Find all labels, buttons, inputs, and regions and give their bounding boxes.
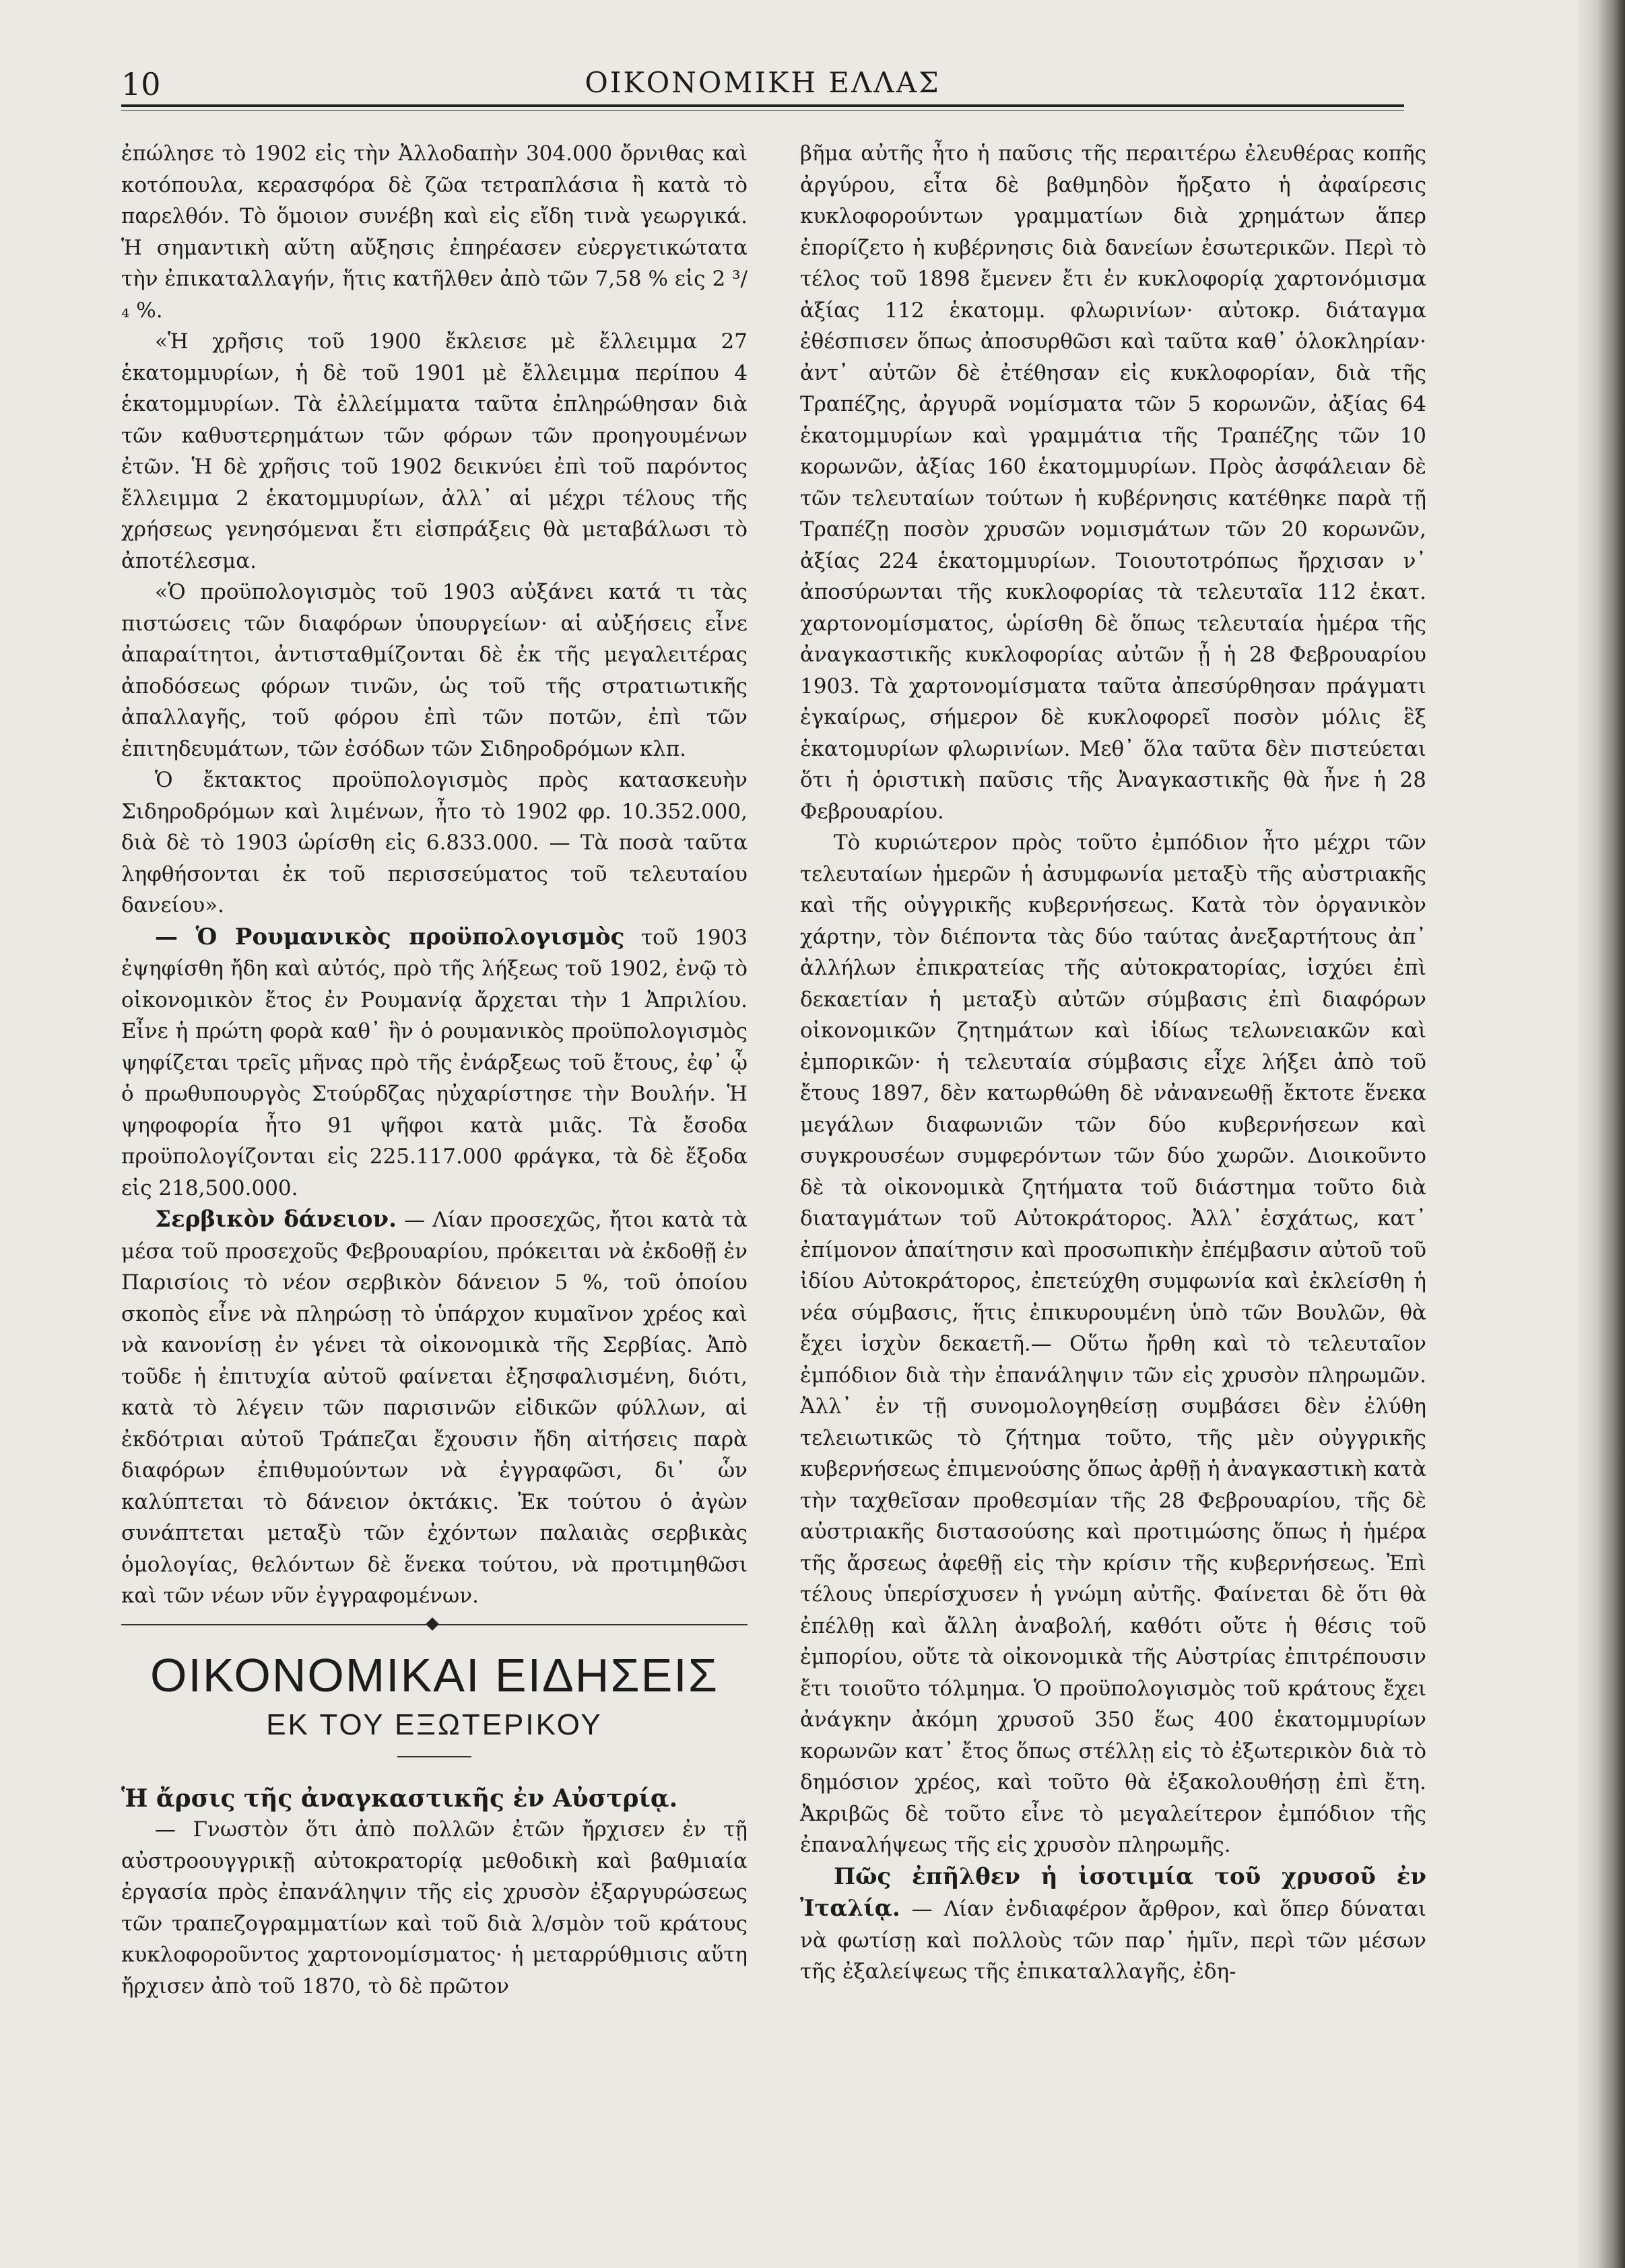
paragraph: βῆμα αὐτῆς ἦτο ἡ παῦσις τῆς περαιτέρω ἐλευθέρας κοπῆς ἀργύρου, εἶτα δὲ βαθμηδὸν ἤρξατο ἡ ἀφαίρεσις κυκλοφορούντων γραμματίων διὰ χρημάτων ἅπερ ἐπορίζετο ἡ κυβέρνησις διὰ δανείων ἐσωτερικῶν. Περὶ τὸ τέλος τοῦ 1898 ἔμενεν ἔτι ἐν κυκλοφορίᾳ χαρτονόμισμα ἀξίας 112 ἑκατομμ. φλωρινίων· αὐτοκρ. διάταγμα ἐθέσπισεν ὅπως ἀποσυρθῶσι καὶ ταῦτα καθ᾽ ὁλοκληρίαν· ἀντ᾽ αὐτῶν δὲ ἐτέθησαν εἰς κυκλοφορίαν, διὰ τῆς Τραπέζης, ἀργυρᾶ νομίσματα τῶν 5 κορωνῶν, ἀξίας 64 ἑκατομμυρίων καὶ γραμμάτια τῆς Τραπέζης τῶν 10 κορωνῶν, ἀξίας 160 ἑκατομμυρίων. Πρὸς ἀσφάλειαν δὲ τῶν τελευταίων τούτων ἡ κυβέρνησις κατέθηκε παρὰ τῇ Τραπέζῃ ποσὸν χρυσῶν νομισμάτων τῶν 20 κορωνῶν, ἀξίας 224 ἑκατομμυρίων. Τοιουτοτρόπως ἤρχισαν ν᾽ ἀποσύρωνται τῆς κυκλοφορίας τὰ τελευταῖα 112 ἑκατ. χαρτονομίσματος, ὡρίσθη δὲ ὅπως τελευταία ἡμέρα τῆς ἀναγκαστικῆς κυκλοφορίας αὐτῶν ᾖ ἡ 28 Φεβρουαρίου 1903. Τὰ χαρτονομίσματα ταῦτα ἀπεσύρθησαν πράγματι ἐγκαίρως, σήμερον δὲ κυκλοφορεῖ ποσὸν μόλις ἓξ ἑκατομυρίων φλωρινίων. Μεθ᾽ ὅλα ταῦτα δὲν πιστεύεται ὅτι ἡ ὁριστικὴ παῦσις τῆς Ἀναγκαστικῆς θὰ ἦνε ἡ 28 Φεβρουαρίου. <box>800 141 1426 824</box>
paragraph-text: — Λίαν προσεχῶς, ἤτοι κατὰ τὰ μέσα τοῦ προσεχοῦς Φεβρουαρίου, πρόκειται νὰ ἐκδοθῇ ἐν Παρισίοις τὸ νέον σερβικὸν δάνειον 5 %, τοῦ ὁποίου σκοπὸς εἶνε νὰ πληρώσῃ τὸ ὑπάρχον κυμαῖνον χρέος καὶ νὰ κανονίσῃ ἐν γένει τὰ οἰκονομικὰ τῆς Σερβίας. Ἀπὸ τοῦδε ἡ ἐπιτυχία αὐτοῦ φαίνεται ἐξησφαλισμένη, διότι, κατὰ τὸ λέγειν τῶν παρισινῶν εἰδικῶν φύλλων, αἱ ἐκδότριαι αὐτοῦ Τράπεζαι ἔχουσιν ἤδη αἰτήσεις παρὰ διαφόρων ἐπιθυμούντων νὰ ἐγγραφῶσι, δι᾽ ὧν καλύπτεται τὸ δάνειον ὀκτάκις. Ἐκ τούτου ὁ ἀγὼν συνάπτεται μεταξὺ τῶν ἐχόντων παλαιὰς σερβικὰς ὁμολογίας, θελόντων δὲ ἕνεκα τούτου, νὰ προτιμηθῶσι καὶ τῶν νέων νῦν ἐγγραφομένων. <box>121 1208 748 1608</box>
page-number: 10 <box>121 66 161 102</box>
header-rule <box>121 104 1404 107</box>
book-spine-shadow <box>1578 0 1625 2268</box>
paragraph: ἐπώλησε τὸ 1902 εἰς τὴν Ἀλλοδαπὴν 304.000 ὄρνιθας καὶ κοτόπουλα, κερασφόρα δὲ ζῶα τετραπλάσια ἢ κατὰ τὸ παρελθόν. Τὸ ὅμοιον συνέβη καὶ εἰς εἴδη τινὰ γεωργικά. Ἡ σημαντικὴ αὕτη αὔξησις ἐπηρέασεν εὐεργετικώτατα τὴν ἐπικαταλλαγήν, ἥτις κατῆλθεν ἀπὸ τῶν 7,58 % εἰς 2 ³/₄ %. <box>121 141 748 323</box>
header-rule-thin <box>121 110 1404 111</box>
paragraph <box>800 1861 1426 1988</box>
page-header <box>121 61 1404 108</box>
section-subtitle: ΕΚ ΤΟΥ ΕΞΩΤΕΡΙΚΟΥ <box>266 1708 603 1741</box>
paragraph: Ὁ ἔκτακτος προϋπολογισμὸς πρὸς κατασκευὴν Σιδηροδρόμων καὶ λιμένων, ἦτο τὸ 1902 φρ. 10.352.000, διὰ δὲ τὸ 1903 ὡρίσθη εἰς 6.833.000. — Τὰ ποσὰ ταῦτα ληφθήσονται ἐκ τοῦ περισσεύματος τοῦ τελευταίου δανείου». <box>121 768 748 917</box>
paragraph-text: — Λίαν ἐνδιαφέρον ἄρθρον, καὶ ὅπερ δύναται νὰ φωτίσῃ καὶ πολλοὺς τῶν παρ᾽ ἡμῖν, περὶ τῶν μέσων τῆς ἐξαλείψεως τῆς ἐπικαταλλαγῆς, ἐδη- <box>800 1897 1426 1984</box>
kicker-romanian-budget: — Ὁ Ρουμανικὸς προϋπολογισμὸς <box>155 923 625 950</box>
paragraph: «Ὁ προϋπολογισμὸς τοῦ 1903 αὐξάνει κατά τι τὰς πιστώσεις τῶν διαφόρων ὑπουργείων· αἱ αὐξήσεις εἶνε ἀπαραίτητοι, ἀντισταθμίζονται δὲ ἐκ τῆς μεγαλειτέρας ἀποδόσεως φόρων τινῶν, ὡς τοῦ τῆς στρατιωτικῆς ἀπαλλαγῆς, τοῦ φόρου ἐπὶ τῶν ποτῶν, ἐπὶ τῶν ἐπιτηδευμάτων, τῶν ἐσόδων τῶν Σιδηροδρόμων κλπ. <box>121 580 748 761</box>
diamond-ornament-icon <box>426 1617 439 1631</box>
paragraph: Τὸ κυριώτερον πρὸς τοῦτο ἐμπόδιον ἦτο μέχρι τῶν τελευταίων ἡμερῶν ἡ ἀσυμφωνία μεταξὺ τῆς αὐστριακῆς καὶ τῆς οὐγγρικῆς κυβερνήσεως. Κατὰ τὸν ὀργανικὸν χάρτην, τὸν διέποντα τὰς δύο ταύτας ἀνεξαρτήτους ἀπ᾽ ἀλλήλων ἐπικρατείας τῆς αὐτοκρατορίας, ἰσχύει ἐπὶ δεκαετίαν ἡ μεταξὺ αὐτῶν σύμβασις ἐπὶ διαφόρων οἰκονομικῶν ζητημάτων καὶ ἰδίως τελωνειακῶν καὶ ἐμπορικῶν· ἡ τελευταία σύμβασις εἶχε λήξει ἀπὸ τοῦ ἔτους 1897, δὲν κατωρθώθη δὲ νἀνανεωθῇ ἔκτοτε ἕνεκα μεγάλων διαφωνιῶν τῶν δύο κυβερνήσεων καὶ συγκρουσέων συμφερόντων τῶν δύο χωρῶν. Διοικοῦντο δὲ τὰ οἰκονομικὰ ζητήματα τοῦ διάστημα τοῦτο διὰ διαταγμάτων τοῦ Αὐτοκράτορος. Ἀλλ᾽ ἐσχάτως, κατ᾽ ἐπίμονον ἀπαίτησιν καὶ προσωπικὴν ἐπέμβασιν αὐτοῦ τοῦ ἰδίου Αὐτοκράτορος, ἐπετεύχθη συμφωνία καὶ ἐκλείσθη ἡ νέα σύμβασις, ἥτις ἐπικυρουμένη ὑπὸ τῶν Βουλῶν, θὰ ἔχει ἰσχὺν δεκαετῆ.— Οὕτω ἤρθη καὶ τὸ τελευταῖον ἐμπόδιον διὰ τὴν ἐπανάληψιν τῶν εἰς χρυσὸν πληρωμῶν. Ἀλλ᾽ ἐν τῇ συνομολογηθείσῃ συμβάσει δὲν ἐλύθη τελειωτικῶς τὸ ζήτημα τοῦτο, τῆς μὲν οὐγγρικῆς κυβερνήσεως ἐπιμενούσης ὅπως ἀρθῇ ἡ ἀναγκαστικὴ κατὰ τὴν ταχθεῖσαν προθεσμίαν τῆς 28 Φεβρουαρίου, τῆς δὲ αὐστριακῆς διστασούσης καὶ προτιμώσης ὅπως ἡ ἡμέρα τῆς ἄρσεως ἀφεθῇ εἰς τὴν κρίσιν τῆς κυβερνήσεως. Ἐπὶ τέλους ὑπερίσχυσεν ἡ γνώμη αὐτῆς. Φαίνεται δὲ ὅτι θὰ ἐπέλθῃ καὶ ἄλλη ἀναβολή, καθότι οὔτε ἡ θέσις τοῦ ἐμπορίου, οὔτε τὰ οἰκονομικὰ τῆς Αὐστρίας ἐπιτρέπουσιν ἔτι τοιοῦτο τόλμημα. Ὁ προϋπολογισμὸς τοῦ κράτους ἔχει ἀνάγκην ἀκόμη χρυσοῦ 350 ἕως 400 ἑκατομμυρίων κορωνῶν κατ᾽ ἔτος ὅπως στέλλῃ εἰς τὸ ἐξωτερικὸν διὰ τὸ δημόσιον χρέος, καὶ τοῦτο θὰ ἐξακολουθήσῃ ἐπὶ ἔτη. Ἀκριβῶς δὲ τοῦτο εἶνε τὸ μεγαλείτερον ἐμπόδιον τῆς ἐπαναλήψεως τῆς εἰς χρυσὸν πληρωμῆς. <box>800 831 1426 1857</box>
paragraph: — Γνωστὸν ὅτι ἀπὸ πολλῶν ἐτῶν ἤρχισεν ἐν τῇ αὐστροουγγρικῇ αὐτοκρατορίᾳ μεθοδικὴ καὶ βαθμιαία ἐργασία πρὸς ἐπανάληψιν τῆς εἰς χρυσὸν ἐξαργυρώσεως τῶν τραπεζογραμματίων καὶ τοῦ διὰ λ/σμὸν τοῦ κράτους κυκλοφοροῦντος χαρτονομίσματος· ἡ μεταρρύθμισις αὕτη ἤρχισεν ἀπὸ τοῦ 1870, τὸ δὲ πρῶτον <box>121 1817 748 1999</box>
right-column <box>800 138 1426 1988</box>
left-column <box>121 138 748 2002</box>
paragraph-text: τοῦ 1903 ἐψηφίσθη ἤδη καὶ αὐτός, πρὸ τῆς λήξεως τοῦ 1902, ἐνῷ τὸ οἰκονομικὸν ἔτος ἐν Ρουμανίᾳ ἄρχεται τὴν 1 Ἀπριλίου. Εἶνε ἡ πρώτη φορὰ καθ᾽ ἣν ὁ ρουμανικὸς προϋπολογισμὸς ψηφίζεται τρεῖς μῆνας πρὸ τῆς ἐνάρξεως τοῦ ἔτους, ἐφ᾽ ᾧ ὁ πρωθυπουργὸς Στούρδζας ηὐχαρίστησε τὴν Βουλήν. Ἡ ψηφοφορία ἦτο 91 ψῆφοι κατὰ μιᾶς. Τὰ ἔσοδα προϋπολογίζονται εἰς 225.117.000 φράγκα, τὰ δὲ ἔξοδα εἰς 218,500.000. <box>121 925 748 1200</box>
kicker-italy-gold-parity: Πῶς ἐπῆλθεν ἡ ἰσοτιμία τοῦ χρυσοῦ ἐν Ἰταλίᾳ. <box>800 1862 1426 1922</box>
subtitle-rule <box>397 1756 471 1757</box>
paragraph <box>121 921 748 1204</box>
section-title: ΟΙΚΟΝΟΜΙΚΑΙ ΕΙΔΗΣΕΙΣ <box>150 1648 719 1702</box>
paragraph: «Ἡ χρῆσις τοῦ 1900 ἔκλεισε μὲ ἔλλειμμα 27 ἑκατομμυρίων, ἡ δὲ τοῦ 1901 μὲ ἔλλειμμα περίπου 4 ἑκατομμυρίων. Τὰ ἐλλείμματα ταῦτα ἐπληρώθησαν διὰ τῶν καθυστερημάτων τῶν φόρων τῶν προηγουμένων ἐτῶν. Ἡ δὲ χρῆσις τοῦ 1902 δεικνύει ἐπὶ τοῦ παρόντος ἔλλειμμα 2 ἑκατομμυρίων, ἀλλ᾽ αἱ μέχρι τέλους τῆς χρήσεως γενησόμεναι ἔτι εἰσπράξεις θὰ μεταβάλωσι τὸ ἀποτέλεσμα. <box>121 329 748 573</box>
kicker-serbian-loan: Σερβικὸν δάνειον. <box>155 1206 397 1233</box>
running-title: ΟΙΚΟΝΟΜΙΚΗ ΕΛΛΑΣ <box>585 66 941 99</box>
section-divider <box>121 1624 748 1625</box>
article-heading: Ἡ ἄρσις τῆς ἀναγκαστικῆς ἐν Αὐστρίᾳ. <box>121 1784 678 1813</box>
paragraph <box>121 1204 748 1612</box>
